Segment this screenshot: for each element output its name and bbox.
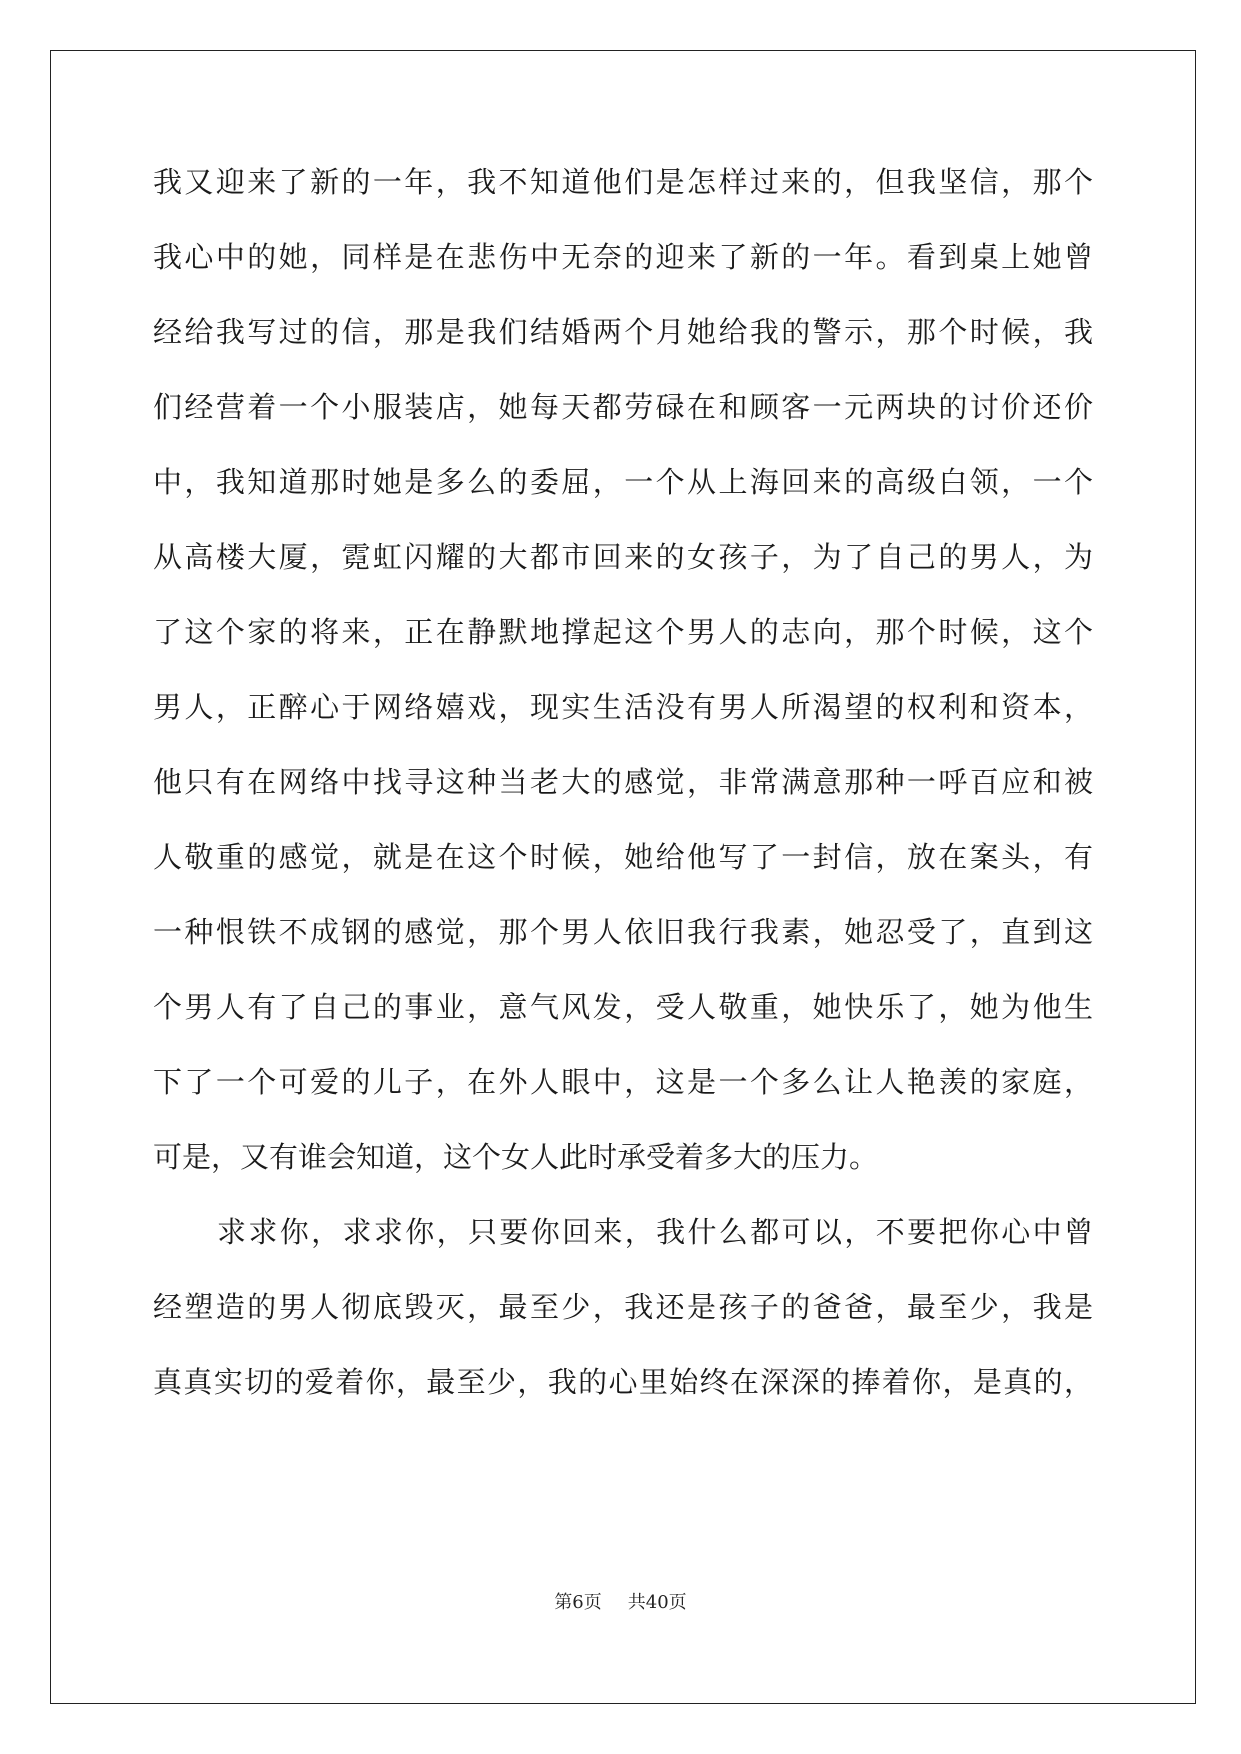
- text-line: 真真实切的爱着你，最至少，我的心里始终在深深的捧着你，是真的，: [153, 1365, 1093, 1399]
- text-line: 个男人有了自己的事业，意气风发，受人敬重，她快乐了，她为他生: [153, 990, 1093, 1024]
- paragraph-start-line: 求求你，求求你，只要你回来，我什么都可以，不要把你心中曾: [217, 1215, 1093, 1249]
- text-line: 我又迎来了新的一年，我不知道他们是怎样过来的，但我坚信，那个: [153, 165, 1093, 199]
- text-line: 他只有在网络中找寻这种当老大的感觉，非常满意那种一呼百应和被: [153, 765, 1093, 799]
- text-line: 了这个家的将来，正在静默地撑起这个男人的志向，那个时候，这个: [153, 615, 1093, 649]
- text-line: 一种恨铁不成钢的感觉，那个男人依旧我行我素，她忍受了，直到这: [153, 915, 1093, 949]
- text-line: 我心中的她，同样是在悲伤中无奈的迎来了新的一年。看到桌上她曾: [153, 240, 1093, 274]
- text-line: 男人，正醉心于网络嬉戏，现实生活没有男人所渴望的权利和资本，: [153, 690, 1093, 724]
- page-number: 第6页: [554, 1592, 602, 1613]
- text-line: 经给我写过的信，那是我们结婚两个月她给我的警示，那个时候，我: [153, 315, 1093, 349]
- text-line: 经塑造的男人彻底毁灭，最至少，我还是孩子的爸爸，最至少，我是: [153, 1290, 1093, 1324]
- text-line: 下了一个可爱的儿子，在外人眼中，这是一个多么让人艳羡的家庭，: [153, 1065, 1093, 1099]
- text-line: 们经营着一个小服装店，她每天都劳碌在和顾客一元两块的讨价还价: [153, 390, 1093, 424]
- page-footer: [0, 1591, 1241, 1615]
- total-pages: 共40页: [627, 1592, 687, 1613]
- text-line: 可是，又有谁会知道，这个女人此时承受着多大的压力。: [153, 1140, 879, 1174]
- text-line: 中，我知道那时她是多么的委屈，一个从上海回来的高级白领，一个: [153, 465, 1093, 499]
- text-line: 从高楼大厦，霓虹闪耀的大都市回来的女孩子，为了自己的男人，为: [153, 540, 1093, 574]
- text-line: 人敬重的感觉，就是在这个时候，她给他写了一封信，放在案头，有: [153, 840, 1093, 874]
